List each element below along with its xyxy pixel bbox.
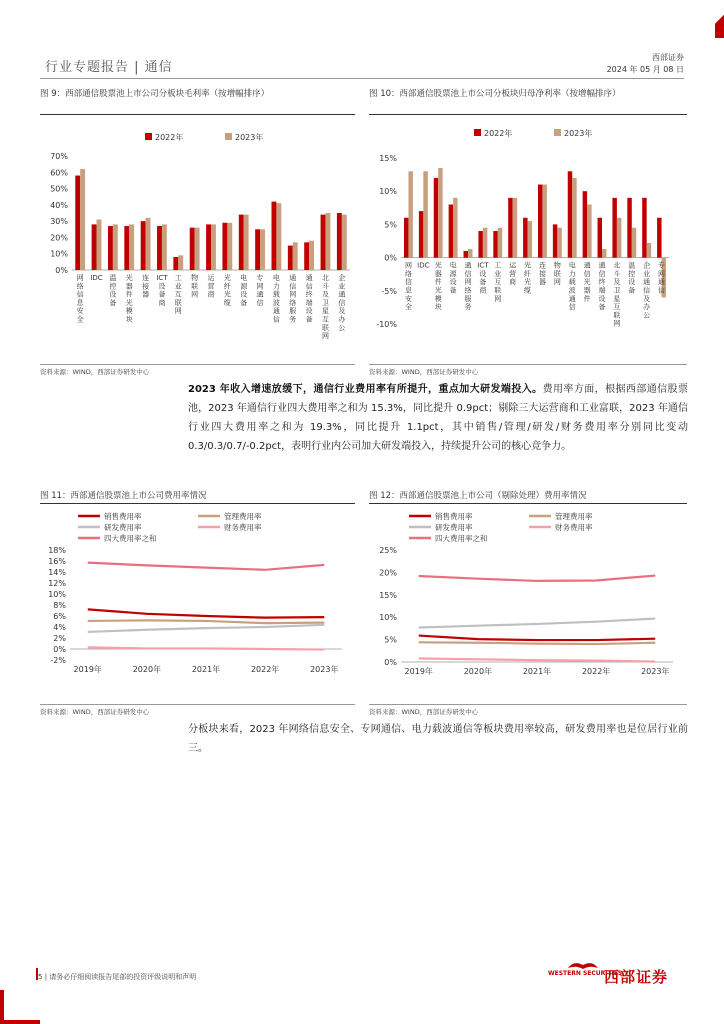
fig10-title-rule xyxy=(369,114,687,115)
bar-2022-4 xyxy=(141,221,146,270)
series-line-2 xyxy=(88,625,325,632)
y-tick-label: 12% xyxy=(48,579,66,588)
y-tick-label: 8% xyxy=(53,601,66,610)
bar-2023-4 xyxy=(146,218,151,270)
y-tick-label: 5% xyxy=(384,635,397,645)
company-logo-text: 西部证券 xyxy=(604,968,669,986)
fig9-svg xyxy=(40,118,355,363)
x-tick-label: 2022年 xyxy=(250,665,280,674)
y-tick-label: 70% xyxy=(50,152,68,161)
y-tick-label: 20% xyxy=(50,233,68,243)
bar-2022-8 xyxy=(523,218,527,258)
bar-2023-8 xyxy=(211,224,216,270)
legend-label-2: 研发费用率 xyxy=(104,523,142,532)
x-category-label: ICT 设备商 xyxy=(477,261,489,295)
y-tick-label: 18% xyxy=(48,546,66,555)
bar-2023-16 xyxy=(342,215,347,270)
y-tick-label: 0% xyxy=(53,645,66,654)
x-category-label: 电源设备 xyxy=(240,274,248,307)
x-category-label: 专网通信 xyxy=(256,274,264,307)
y-tick-label: 15% xyxy=(379,154,397,163)
y-tick-label: 10% xyxy=(48,590,66,599)
x-category-label: 运营商 xyxy=(509,261,517,287)
bar-2022-4 xyxy=(464,251,468,258)
x-category-label: 光纤光缆 xyxy=(524,261,532,295)
bar-2022-11 xyxy=(568,171,572,257)
report-section-title: 行业专题报告 | 通信 xyxy=(45,60,173,75)
fig10-source: 资料来源：WIND，西部证券研发中心 xyxy=(369,368,479,376)
legend-label-0: 销售费用率 xyxy=(104,512,142,521)
x-category-label: 物联网 xyxy=(191,274,199,299)
fig10-svg xyxy=(369,118,687,363)
x-category-label: 北斗及卫星互联网 xyxy=(321,274,329,341)
bar-2022-0 xyxy=(75,176,80,270)
fig12-chart xyxy=(369,506,687,706)
x-category-label: 温控设备 xyxy=(109,274,117,307)
bar-2022-13 xyxy=(598,218,602,258)
fig9-source-rule xyxy=(40,364,355,365)
legend-label-1: 管理费用率 xyxy=(224,512,262,521)
bar-2022-8 xyxy=(206,224,211,270)
x-tick-label: 2022年 xyxy=(581,667,611,676)
paragraph1-lead: 2023 年收入增速放缓下，通信行业费用率有所提升，重点加大研发端投入。 xyxy=(188,384,543,395)
x-tick-label: 2019年 xyxy=(404,667,433,676)
x-tick-label: 2020年 xyxy=(463,667,493,676)
series-line-2 xyxy=(419,619,656,628)
bar-2022-10 xyxy=(239,215,244,270)
y-tick-label: 0% xyxy=(384,253,397,263)
y-tick-label: -5% xyxy=(381,286,397,296)
bar-2022-12 xyxy=(272,202,277,270)
x-category-label: 通信终端设备 xyxy=(598,261,606,312)
series-line-0 xyxy=(419,636,656,640)
paragraph-segment-expense: 分板块来看，2023 年网络信息安全、专网通信、电力载波通信等板块费用率较高，研发费用率也是位居行业前三。 xyxy=(188,724,688,754)
x-category-label: IDC xyxy=(90,274,103,282)
y-tick-label: 6% xyxy=(53,612,66,621)
paragraph-expense-ratio xyxy=(188,380,688,456)
bar-2023-4 xyxy=(468,249,472,258)
y-tick-label: 20% xyxy=(379,568,397,578)
x-category-label: 光器件光模块 xyxy=(125,274,133,324)
bar-2023-3 xyxy=(453,198,457,258)
y-tick-label: 5% xyxy=(384,220,397,230)
legend-label-1: 2023年 xyxy=(564,129,593,138)
report-date: 2024 年 05 月 08 日 xyxy=(606,65,684,74)
x-category-label: 电力载波通信 xyxy=(568,261,576,312)
bar-2022-1 xyxy=(419,211,423,257)
bar-2023-12 xyxy=(587,204,591,257)
x-category-label: 运营商 xyxy=(207,274,215,299)
legend-label-0: 销售费用率 xyxy=(435,512,473,521)
legend-label-3: 财务费用率 xyxy=(224,523,262,532)
y-tick-label: 10% xyxy=(379,187,397,197)
bar-2023-12 xyxy=(276,203,281,270)
legend-swatch-0 xyxy=(474,129,481,136)
y-tick-label: 0% xyxy=(384,658,397,667)
page-corner-bar-vertical xyxy=(0,990,4,1024)
bar-2023-1 xyxy=(423,171,427,257)
y-tick-label: 2% xyxy=(53,634,66,643)
y-tick-label: 30% xyxy=(50,217,68,227)
x-category-label: 工业互联网 xyxy=(494,261,502,303)
series-line-0 xyxy=(88,609,325,617)
x-category-label: 电力载波通信 xyxy=(272,274,280,324)
bar-2023-8 xyxy=(528,221,532,258)
legend-swatch-0 xyxy=(145,133,152,140)
x-category-label: 工业互联网 xyxy=(174,274,182,316)
fig12-source: 资料来源：WIND，西部证券研发中心 xyxy=(369,708,479,716)
legend-swatch-1 xyxy=(554,129,561,136)
bar-2022-2 xyxy=(434,178,438,258)
bar-2023-14 xyxy=(617,218,621,258)
fig11-source-rule xyxy=(40,704,355,705)
fig9-title-rule xyxy=(40,114,355,115)
y-tick-label: 50% xyxy=(50,184,68,194)
x-category-label: 北斗及卫星互联网 xyxy=(613,261,621,328)
fig10-title: 图 10：西部通信股票池上市公司分板块归母净利率（按增幅排序） xyxy=(369,89,621,99)
bar-2023-6 xyxy=(498,228,502,258)
bar-2022-12 xyxy=(583,191,587,257)
x-category-label: 通信光器件 xyxy=(583,261,591,303)
bar-2023-6 xyxy=(178,255,183,270)
fig9-source: 资料来源：WIND，西部证券研发中心 xyxy=(40,368,150,376)
bar-2022-6 xyxy=(173,257,178,270)
bar-2022-13 xyxy=(288,246,293,270)
bar-2023-14 xyxy=(309,241,314,270)
legend-label-1: 2023年 xyxy=(235,133,264,142)
bar-2023-10 xyxy=(244,215,249,270)
x-category-label: 网络信息安全 xyxy=(76,274,84,324)
legend-label-0: 2022年 xyxy=(484,129,513,138)
series-line-4 xyxy=(88,563,325,570)
fig10-chart xyxy=(369,118,687,367)
bar-2022-0 xyxy=(404,218,408,258)
bar-2023-7 xyxy=(513,198,517,258)
bar-2022-11 xyxy=(255,229,260,270)
y-tick-label: 60% xyxy=(50,168,68,178)
legend-swatch-1 xyxy=(225,133,232,140)
bar-2023-2 xyxy=(438,168,442,258)
footer-disclaimer-text: 请务必仔细阅读报告尾部的投资评级说明和声明 xyxy=(49,973,197,981)
bar-2023-0 xyxy=(408,171,412,257)
x-category-label: 通信网络服务 xyxy=(464,261,472,312)
x-tick-label: 2023年 xyxy=(641,667,670,676)
x-tick-label: 2019年 xyxy=(73,665,102,674)
bar-2023-5 xyxy=(162,224,167,270)
bar-2023-11 xyxy=(260,229,265,270)
legend-label-2: 研发费用率 xyxy=(435,523,473,532)
x-category-label: 电源设备 xyxy=(449,261,457,295)
x-category-label: 专网通信 xyxy=(658,261,666,295)
x-tick-label: 2023年 xyxy=(310,665,339,674)
series-line-4 xyxy=(419,576,656,581)
footer-disclaimer: 5 | 请务必仔细阅读报告尾部的投资评级说明和声明 xyxy=(38,973,197,981)
bar-2023-15 xyxy=(325,213,330,270)
x-category-label: 企业通信及办公 xyxy=(338,274,346,332)
bar-2022-15 xyxy=(321,215,326,270)
y-tick-label: -2% xyxy=(50,656,66,665)
x-category-label: 通信终端设备 xyxy=(305,274,313,324)
bar-2022-6 xyxy=(493,231,497,258)
fig9-chart xyxy=(40,118,355,367)
fig10-source-rule xyxy=(369,364,687,365)
bar-2023-15 xyxy=(632,228,636,258)
fig11-title-rule xyxy=(40,503,355,504)
x-tick-label: 2021年 xyxy=(522,667,552,676)
x-category-label: 连接器 xyxy=(538,261,546,287)
bar-2022-5 xyxy=(478,231,482,258)
x-category-label: IDC xyxy=(417,261,430,270)
fig11-source: 资料来源：WIND，西部证券研发中心 xyxy=(40,708,150,716)
y-tick-label: 15% xyxy=(379,590,397,600)
bar-2022-2 xyxy=(108,226,113,270)
company-name: 西部证券 xyxy=(652,53,684,62)
legend-label-4: 四大费用率之和 xyxy=(104,534,157,543)
bar-2023-5 xyxy=(483,228,487,258)
page-corner-bar-horizontal xyxy=(0,1020,40,1024)
legend-label-3: 财务费用率 xyxy=(555,523,593,532)
fig12-title: 图 12：西部通信股票池上市公司（剔除处理）费用率情况 xyxy=(369,491,587,501)
bar-2023-7 xyxy=(195,228,200,270)
bar-2022-7 xyxy=(508,198,512,258)
bar-2022-1 xyxy=(92,224,97,270)
fig9-title: 图 9：西部通信股票池上市公司分板块毛利率（按增幅排序） xyxy=(40,89,270,99)
header-divider xyxy=(40,78,684,79)
bar-2022-17 xyxy=(657,218,661,258)
y-tick-label: 25% xyxy=(379,546,397,555)
fig11-chart xyxy=(40,506,355,706)
legend-label-0: 2022年 xyxy=(155,133,184,142)
bar-2022-10 xyxy=(553,224,557,257)
legend-label-1: 管理费用率 xyxy=(555,512,593,521)
logo-english: WESTERN SECURITIES xyxy=(548,970,623,977)
x-category-label: 物联网 xyxy=(553,261,561,287)
y-tick-label: 10% xyxy=(379,613,397,623)
y-tick-label: 16% xyxy=(48,557,66,566)
y-tick-label: 10% xyxy=(50,249,68,259)
x-tick-label: 2020年 xyxy=(132,665,162,674)
bar-2022-16 xyxy=(337,213,342,270)
x-category-label: 通信网络服务 xyxy=(289,274,297,324)
bar-2022-3 xyxy=(449,204,453,257)
series-line-3 xyxy=(419,658,656,661)
paragraph1-body: 费用率方面，根据西部通信股票池，2023 年通信行业四大费用率之和为 15.3%，同比提升 0.9pct；剔除三大运营商和工业富联，2023 年通信行业四大费用率之和为 19.3%，同比提升 1.1pct，其中销售/管理/研发/财务费用率分别同比变动 0.3/0.3/0.7/-0.2pct，表明行业内公司加大研发端投入，持续提升公司的核心竞争力。 xyxy=(188,384,688,452)
bar-2023-16 xyxy=(647,243,651,258)
page-corner-accent xyxy=(715,0,724,38)
fig12-svg xyxy=(369,506,687,702)
bar-2022-16 xyxy=(642,198,646,258)
page-number: 5 xyxy=(38,973,43,981)
x-category-label: 网络信息安全 xyxy=(404,261,412,312)
bar-2023-10 xyxy=(557,228,561,258)
y-tick-label: 14% xyxy=(48,568,66,577)
x-category-label: ICT 设备商 xyxy=(156,274,168,307)
bar-2023-2 xyxy=(113,224,118,270)
bar-2023-11 xyxy=(572,178,576,258)
bar-2023-9 xyxy=(542,185,546,258)
bar-2022-9 xyxy=(538,185,542,258)
bar-2022-5 xyxy=(157,226,162,270)
bar-2023-1 xyxy=(97,220,102,270)
series-line-1 xyxy=(88,620,325,623)
bar-2023-13 xyxy=(602,249,606,258)
x-category-label: 连接器 xyxy=(142,274,150,299)
y-tick-label: 4% xyxy=(53,623,66,632)
y-tick-label: 0% xyxy=(55,266,68,275)
x-category-label: 企业通信及办公 xyxy=(643,261,651,320)
bar-2022-3 xyxy=(124,226,129,270)
bar-2022-9 xyxy=(222,223,227,270)
bar-2022-7 xyxy=(190,228,195,270)
bar-2023-3 xyxy=(129,224,134,270)
x-tick-label: 2021年 xyxy=(191,665,221,674)
legend-label-4: 四大费用率之和 xyxy=(435,534,488,543)
x-category-label: 光纤光缆 xyxy=(223,274,231,307)
fig12-title-rule xyxy=(369,503,687,504)
y-tick-label: -10% xyxy=(376,320,397,329)
series-line-1 xyxy=(419,642,656,644)
bar-2023-13 xyxy=(293,242,298,270)
fig12-source-rule xyxy=(369,704,687,705)
bar-2022-14 xyxy=(612,198,616,258)
fig11-title: 图 11：西部通信股票池上市公司费用率情况 xyxy=(40,491,207,501)
bar-2023-0 xyxy=(80,169,85,270)
bar-2022-14 xyxy=(304,242,309,270)
x-category-label: 温控设备 xyxy=(628,261,636,295)
bar-2022-15 xyxy=(627,198,631,258)
x-category-label: 光器件光模块 xyxy=(434,261,442,312)
y-tick-label: 40% xyxy=(50,200,68,210)
bar-2023-9 xyxy=(227,223,232,270)
fig11-svg xyxy=(40,506,355,702)
